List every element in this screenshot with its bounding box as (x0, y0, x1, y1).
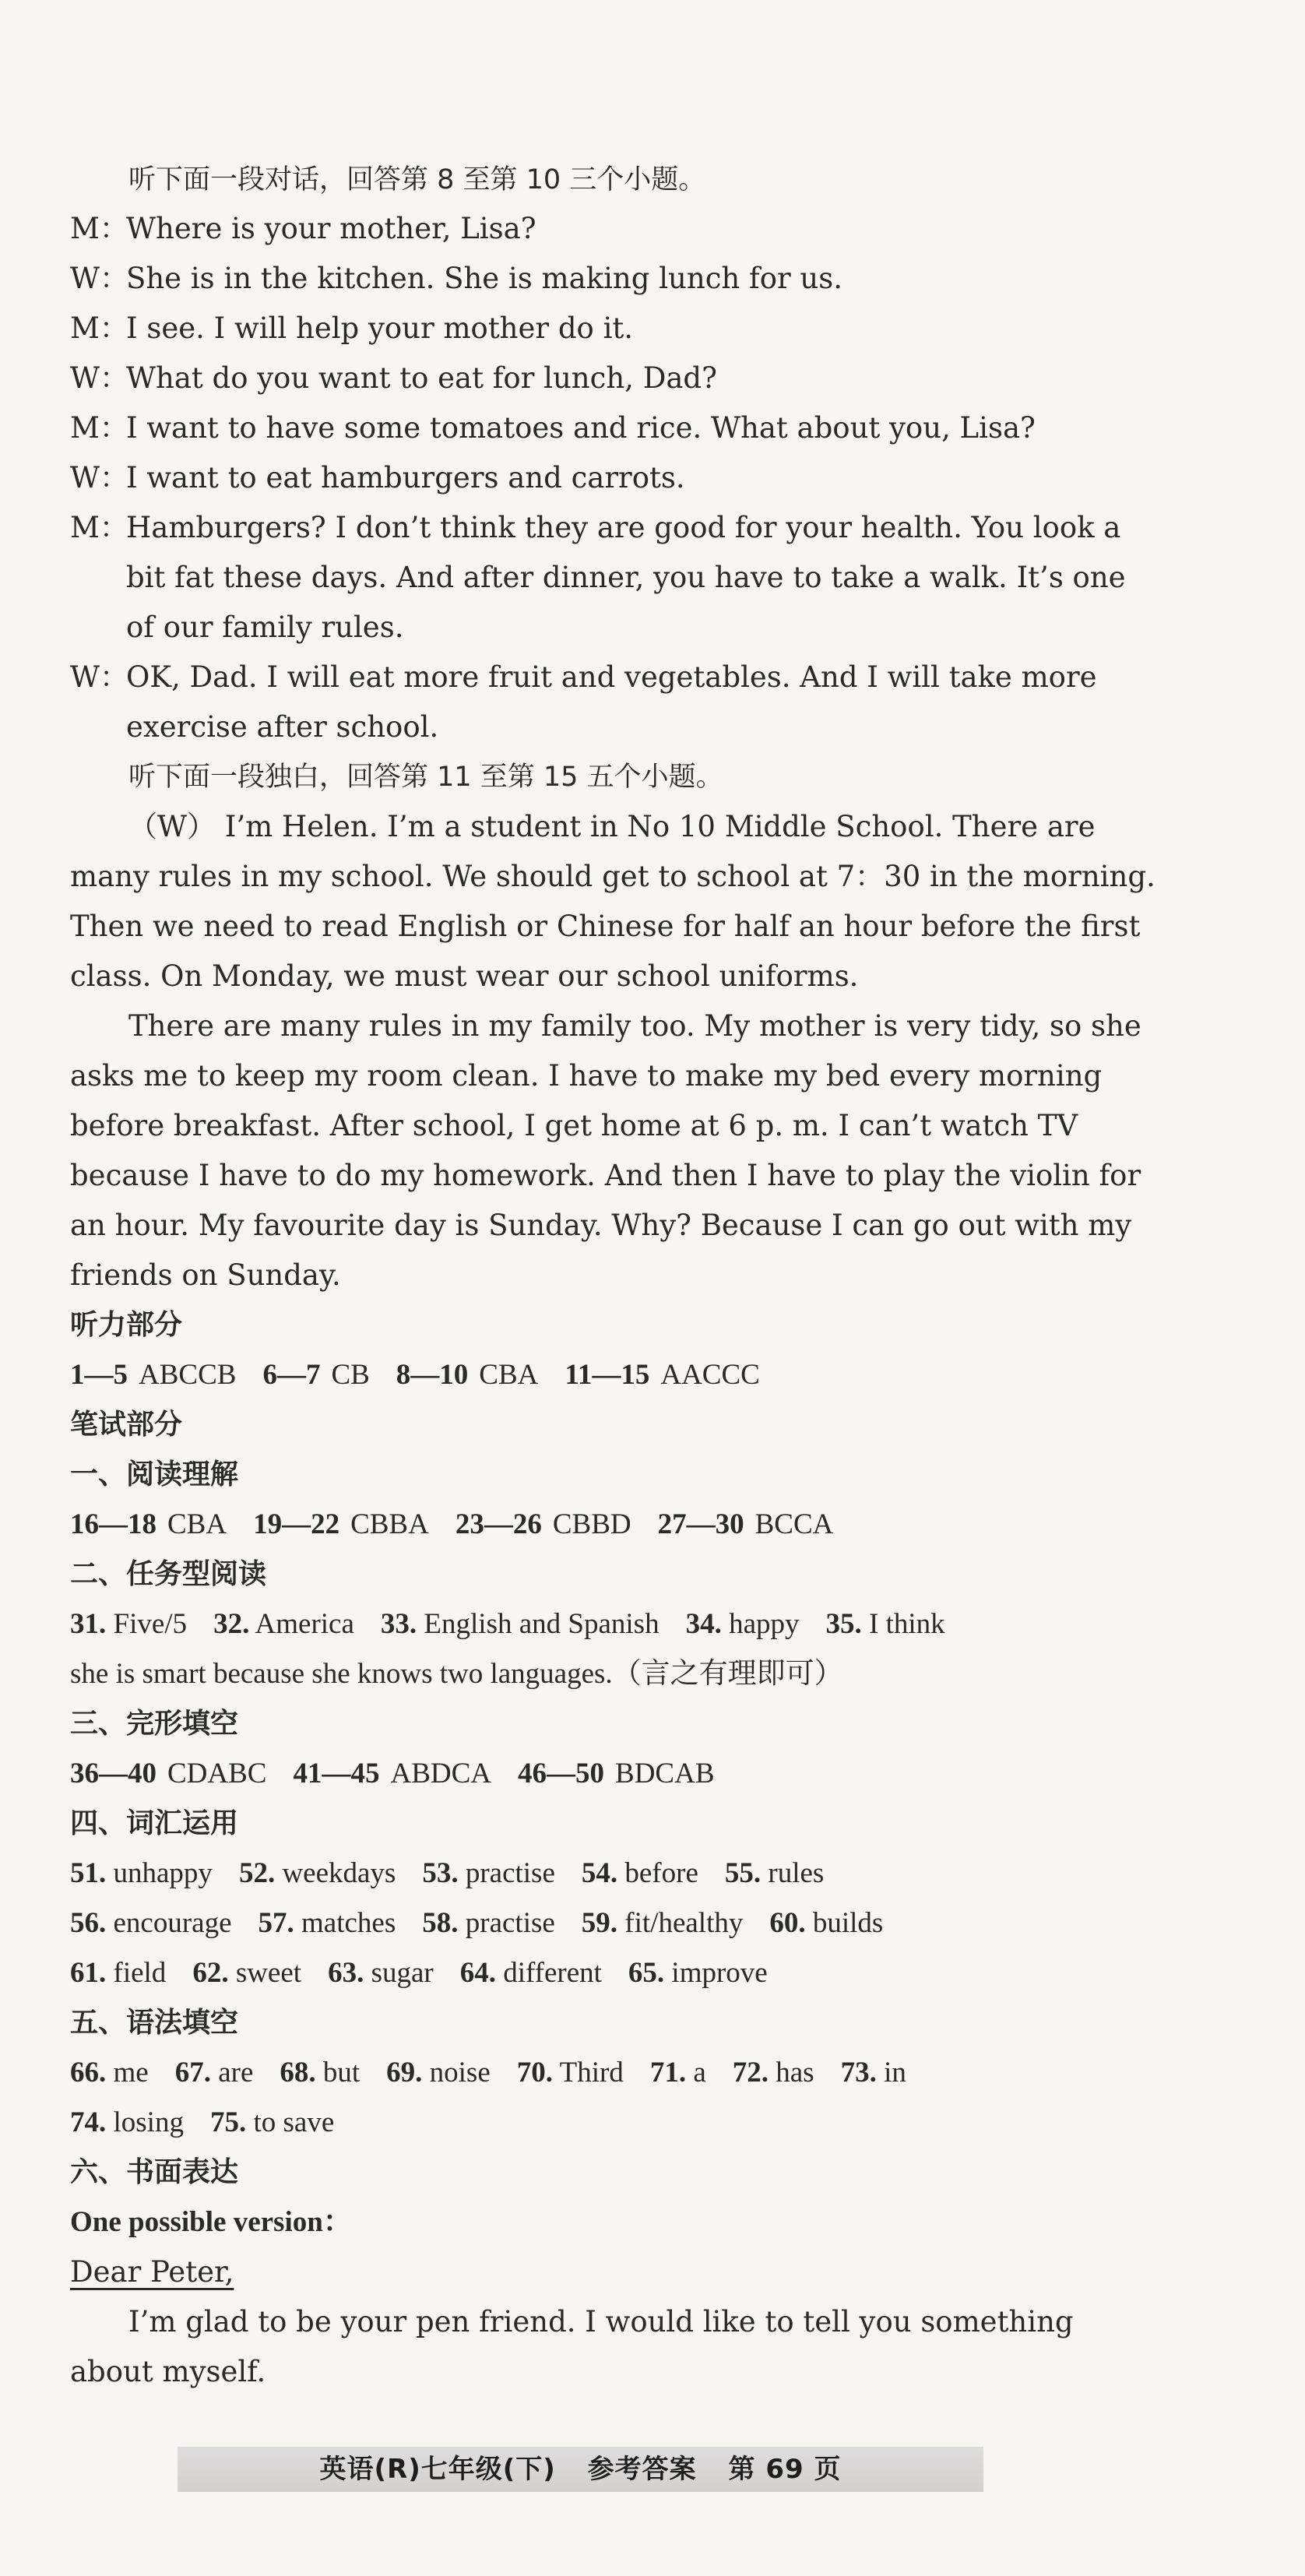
dialogue-line: M：Hamburgers? I don’t think they are good for your health. You look a (70, 503, 1145, 553)
answer-row-vocabulary: 51. unhappy 52. weekdays 53. practise 54. before 55. rules (70, 1857, 825, 1889)
section-heading-writing: 六、书面表达 (70, 2156, 239, 2188)
footer-page-number: 第 69 页 (728, 2454, 842, 2485)
speaker-label: W： (70, 262, 129, 295)
monologue-line: （W） I’m Helen. I’m a student in No 10 Middle School. There are (128, 810, 1096, 843)
version-label: One possible version： (70, 2206, 352, 2238)
monologue-line: There are many rules in my family too. My mother is very tidy, so she (128, 1009, 1141, 1043)
dialogue-line: W：What do you want to eat for lunch, Dad? (70, 354, 1145, 403)
dialogue-line: W：I want to eat hamburgers and carrots. (70, 453, 1145, 503)
letter-line: I’m glad to be your pen friend. I would like to tell you something (128, 2305, 1074, 2338)
dialogue-line-continued: exercise after school. (126, 710, 439, 744)
monologue-line: class. On Monday, we must wear our school uniforms. (70, 959, 859, 993)
dialogue-line-continued: bit fat these days. And after dinner, you have to take a walk. It’s one (126, 561, 1126, 594)
speaker-label: W： (70, 361, 129, 395)
speaker-label: M： (70, 311, 128, 345)
answer-row-reading: 16—18 CBA 19—22 CBBA 23—26 CBBD 27—30 BCCA (70, 1508, 834, 1540)
answer-row-grammar: 66. me 67. are 68. but 69. noise 70. Third 71. a 72. has 73. in (70, 2057, 906, 2089)
monologue-line: friends on Sunday. (70, 1258, 341, 1292)
answer-row-task-reading: 31. Five/5 32. America 33. English and Spanish 34. happy 35. I think (70, 1608, 945, 1640)
dialogue-line: M：I see. I will help your mother do it. (70, 304, 1145, 354)
section-heading-cloze: 三、完形填空 (70, 1708, 239, 1740)
dialogue-line: W：She is in the kitchen. She is making lunch for us. (70, 254, 1145, 304)
section-heading-vocabulary: 四、词汇运用 (70, 1807, 239, 1839)
footer-subject: 英语(R)七年级(下) (319, 2454, 556, 2485)
monologue-line: asks me to keep my room clean. I have to make my bed every morning (70, 1059, 1103, 1093)
monologue-line: because I have to do my homework. And then I have to play the violin for (70, 1159, 1141, 1192)
answer-row-task-reading-continued: she is smart because she knows two languages.（言之有理即可） (70, 1658, 843, 1690)
section-heading-written: 笔试部分 (70, 1409, 183, 1441)
speaker-label: M： (70, 511, 128, 544)
monologue-line: Then we need to read English or Chinese for half an hour before the first (70, 910, 1141, 943)
monologue-line: an hour. My favourite day is Sunday. Why? Because I can go out with my (70, 1209, 1132, 1242)
speaker-label: W： (70, 461, 129, 494)
answer-row-vocabulary: 61. field 62. sweet 63. sugar 64. different 65. improve (70, 1957, 768, 1989)
speaker-label: M： (70, 212, 128, 245)
answer-row-listening: 1—5 ABCCB 6—7 CB 8—10 CBA 11—15 AACCC (70, 1359, 760, 1391)
monologue-line: many rules in my school. We should get to school at 7：30 in the morning. (70, 860, 1156, 893)
section-heading-reading: 一、阅读理解 (70, 1459, 239, 1490)
page-footer (178, 2447, 983, 2492)
section-heading-listening: 听力部分 (70, 1309, 183, 1341)
speaker-label: M： (70, 411, 128, 445)
answer-row-grammar: 74. losing 75. to save (70, 2106, 335, 2138)
letter-greeting: Dear Peter, (70, 2255, 234, 2289)
section-heading-task-reading: 二、任务型阅读 (70, 1558, 267, 1590)
speaker-label: W： (70, 660, 129, 694)
letter-line: about myself. (70, 2355, 266, 2388)
answer-row-vocabulary: 56. encourage 57. matches 58. practise 59. fit/healthy 60. builds (70, 1907, 884, 1939)
monologue-intro: 听下面一段独白，回答第 11 至第 15 五个小题。 (128, 762, 723, 793)
footer-label: 参考答案 (587, 2454, 697, 2485)
dialogue-line: M：Where is your mother, Lisa? (70, 204, 1145, 254)
monologue-line: before breakfast. After school, I get home at 6 p. m. I can’t watch TV (70, 1109, 1078, 1142)
dialogue-line-continued: of our family rules. (126, 611, 404, 644)
dialogue-intro: 听下面一段对话，回答第 8 至第 10 三个小题。 (128, 164, 706, 195)
section-heading-grammar: 五、语法填空 (70, 2007, 239, 2039)
dialogue-line: W：OK, Dad. I will eat more fruit and vegetables. And I will take more (70, 653, 1145, 702)
dialogue-line: M：I want to have some tomatoes and rice. What about you, Lisa? (70, 403, 1145, 453)
answer-row-cloze: 36—40 CDABC 41—45 ABDCA 46—50 BDCAB (70, 1758, 715, 1789)
